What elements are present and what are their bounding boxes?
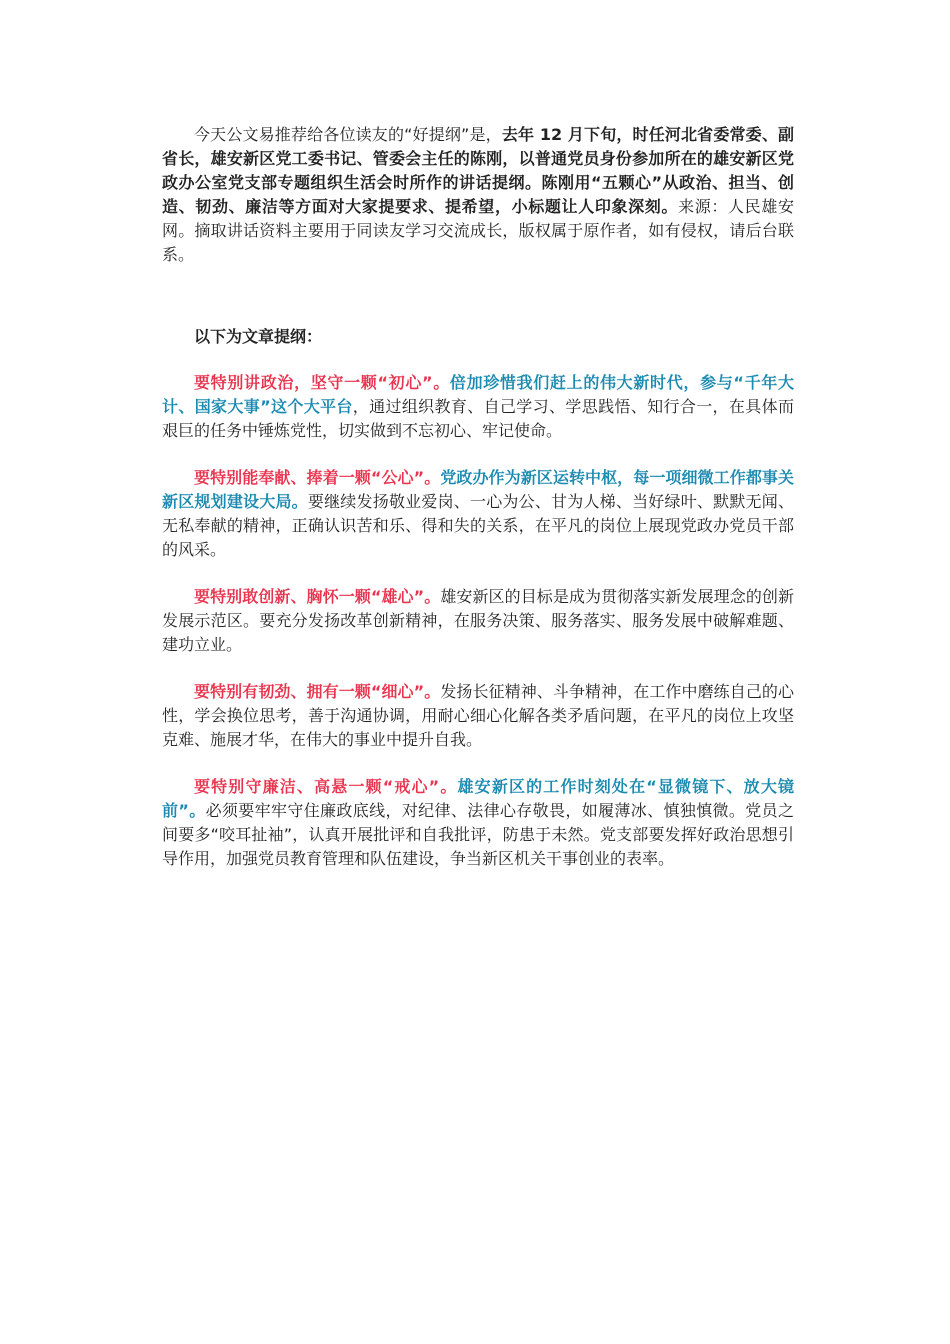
section-title: 要特别讲政治，坚守一颗“初心”。: [194, 373, 450, 392]
outline-section-3: [162, 585, 794, 657]
intro-paragraph: [162, 123, 794, 267]
section-highlight: 倍加珍惜我们赶上的伟大新时代，参与“千年大计、国家大事”这个大平台: [162, 373, 794, 416]
intro-lead: 今天公文易推荐给各位读友的“好提纲”是，: [194, 125, 502, 144]
section-title: 要特别守廉洁、高悬一颗“戒心”。: [194, 777, 458, 796]
section-body: 雄安新区的目标是成为贯彻落实新发展理念的创新发展示范区。要充分发扬改革创新精神，在服务决策、服务落实、服务发展中破解难题、建功立业。: [162, 587, 794, 654]
section-title: 要特别有韧劲、拥有一颗“细心”。: [194, 682, 441, 701]
section-title: 要特别能奉献、捧着一颗“公心”。: [194, 468, 441, 487]
intro-bold-text: 去年 12 月下旬，时任河北省委常委、副省长，雄安新区党工委书记、管委会主任的陈刚，以普通党员身份参加所在的雄安新区党政办公室党支部专题组织生活会时所作的讲话提纲。陈刚用“五颗心”从政治、担当、创造、韧劲、廉洁等方面对大家提要求、提希望，小标题让人印象深刻。: [162, 125, 794, 216]
section-highlight: 党政办作为新区运转中枢，每一项细微工作都事关新区规划建设大局。: [162, 468, 794, 511]
intro-source-note: 来源：人民雄安网。摘取讲话资料主要用于同读友学习交流成长，版权属于原作者，如有侵权，请后台联系。: [162, 197, 794, 264]
outline-section-4: [162, 680, 794, 752]
section-body: 发扬长征精神、斗争精神，在工作中磨练自己的心性，学会换位思考，善于沟通协调，用耐心细心化解各类矛盾问题，在平凡的岗位上攻坚克难、施展才华，在伟大的事业中提升自我。: [162, 682, 794, 749]
section-title: 要特别敢创新、胸怀一颗“雄心”。: [194, 587, 441, 606]
section-highlight: 雄安新区的工作时刻处在“显微镜下、放大镜前”。: [162, 777, 794, 820]
section-body: ，通过组织教育、自己学习、学思践悟、知行合一，在具体而艰巨的任务中锤炼党性，切实做到不忘初心、牢记使命。: [162, 397, 794, 440]
section-body: 要继续发扬敬业爱岗、一心为公、甘为人梯、当好绿叶、默默无闻、无私奉献的精神，正确认识苦和乐、得和失的关系，在平凡的岗位上展现党政办党员干部的风采。: [162, 492, 794, 559]
section-body: 必须要牢牢守住廉政底线，对纪律、法律心存敬畏，如履薄冰、慎独慎微。党员之间要多“咬耳扯袖”，认真开展批评和自我批评，防患于未然。党支部要发挥好政治思想引导作用，加强党员教育管理和队伍建设，争当新区机关干事创业的表率。: [162, 801, 794, 868]
outline-section-2: [162, 466, 794, 562]
outline-section-5: [162, 775, 794, 871]
outline-heading: 以下为文章提纲：: [194, 327, 323, 346]
document-page: [162, 123, 794, 894]
outline-section-1: [162, 371, 794, 443]
